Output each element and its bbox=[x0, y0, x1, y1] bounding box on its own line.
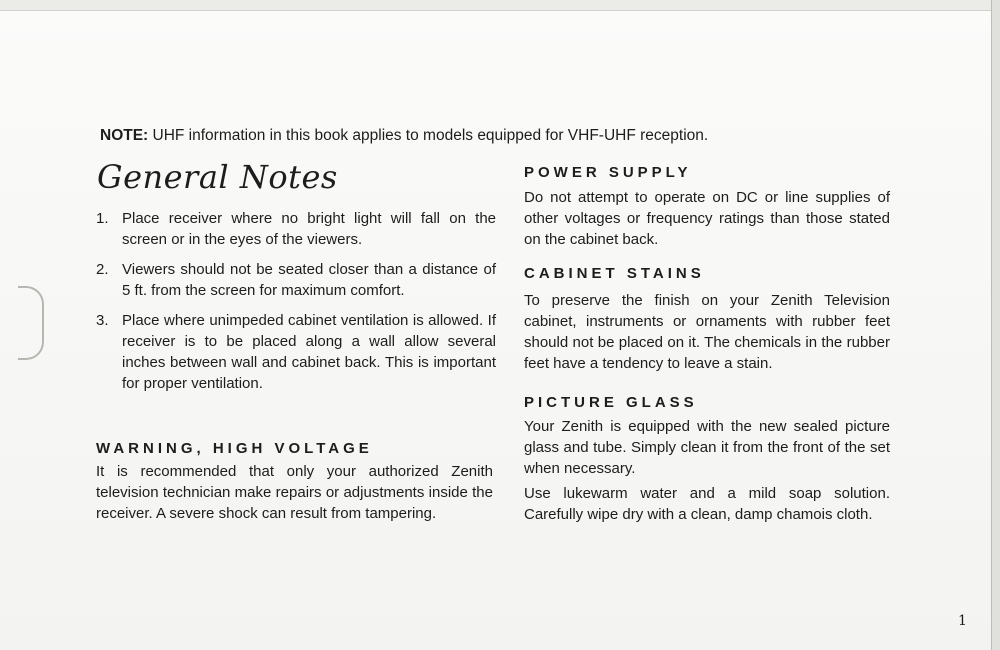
list-item bbox=[96, 208, 496, 250]
picture-glass-heading: PICTURE GLASS bbox=[524, 394, 698, 411]
cabinet-stains-heading: CABINET STAINS bbox=[524, 265, 705, 282]
cabinet-stains-text: To preserve the finish on your Zenith Television cabinet, instruments or ornaments with rubber feet should not be placed on it. The chemicals in the rubber feet have a tendency to leave a stain. bbox=[524, 292, 890, 372]
power-supply-heading: POWER SUPPLY bbox=[524, 164, 692, 181]
picture-glass-text-2: Use lukewarm water and a mild soap solution. Carefully wipe dry with a clean, damp chamois cloth. bbox=[524, 485, 890, 523]
note-line bbox=[100, 127, 708, 145]
item-text: Viewers should not be seated closer than a distance of 5 ft. from the screen for maximum comfort. bbox=[122, 261, 496, 299]
item-number: 2. bbox=[96, 261, 109, 278]
general-notes-title: General Notes bbox=[97, 158, 338, 196]
page-top-edge bbox=[0, 0, 1000, 11]
warning-heading: WARNING, HIGH VOLTAGE bbox=[96, 440, 373, 457]
page-number: 1 bbox=[958, 613, 967, 629]
binding-ring-hole bbox=[18, 286, 44, 360]
note-label: NOTE: bbox=[100, 127, 149, 144]
note-text: UHF information in this book applies to models equipped for VHF-UHF reception. bbox=[148, 127, 709, 144]
general-notes-list bbox=[96, 208, 496, 403]
list-item bbox=[96, 310, 496, 394]
item-text: Place receiver where no bright light will fall on the screen or in the eyes of the viewers. bbox=[122, 210, 496, 248]
picture-glass-text-1: Your Zenith is equipped with the new sealed picture glass and tube. Simply clean it from the front of the set when necessary. bbox=[524, 418, 890, 477]
item-text: Place where unimpeded cabinet ventilation is allowed. If receiver is to be placed along a wall allow several inches between wall and cabinet back. This is important for proper ventilation. bbox=[122, 312, 496, 392]
list-item bbox=[96, 259, 496, 301]
item-number: 1. bbox=[96, 210, 109, 227]
page-right-edge bbox=[991, 0, 1000, 650]
item-number: 3. bbox=[96, 312, 109, 329]
warning-text: It is recommended that only your authorized Zenith television technician make repairs or adjustments inside the receiver. A severe shock can result from tampering. bbox=[96, 463, 493, 522]
power-supply-text: Do not attempt to operate on DC or line supplies of other voltages or frequency ratings than those stated on the cabinet back. bbox=[524, 189, 890, 248]
